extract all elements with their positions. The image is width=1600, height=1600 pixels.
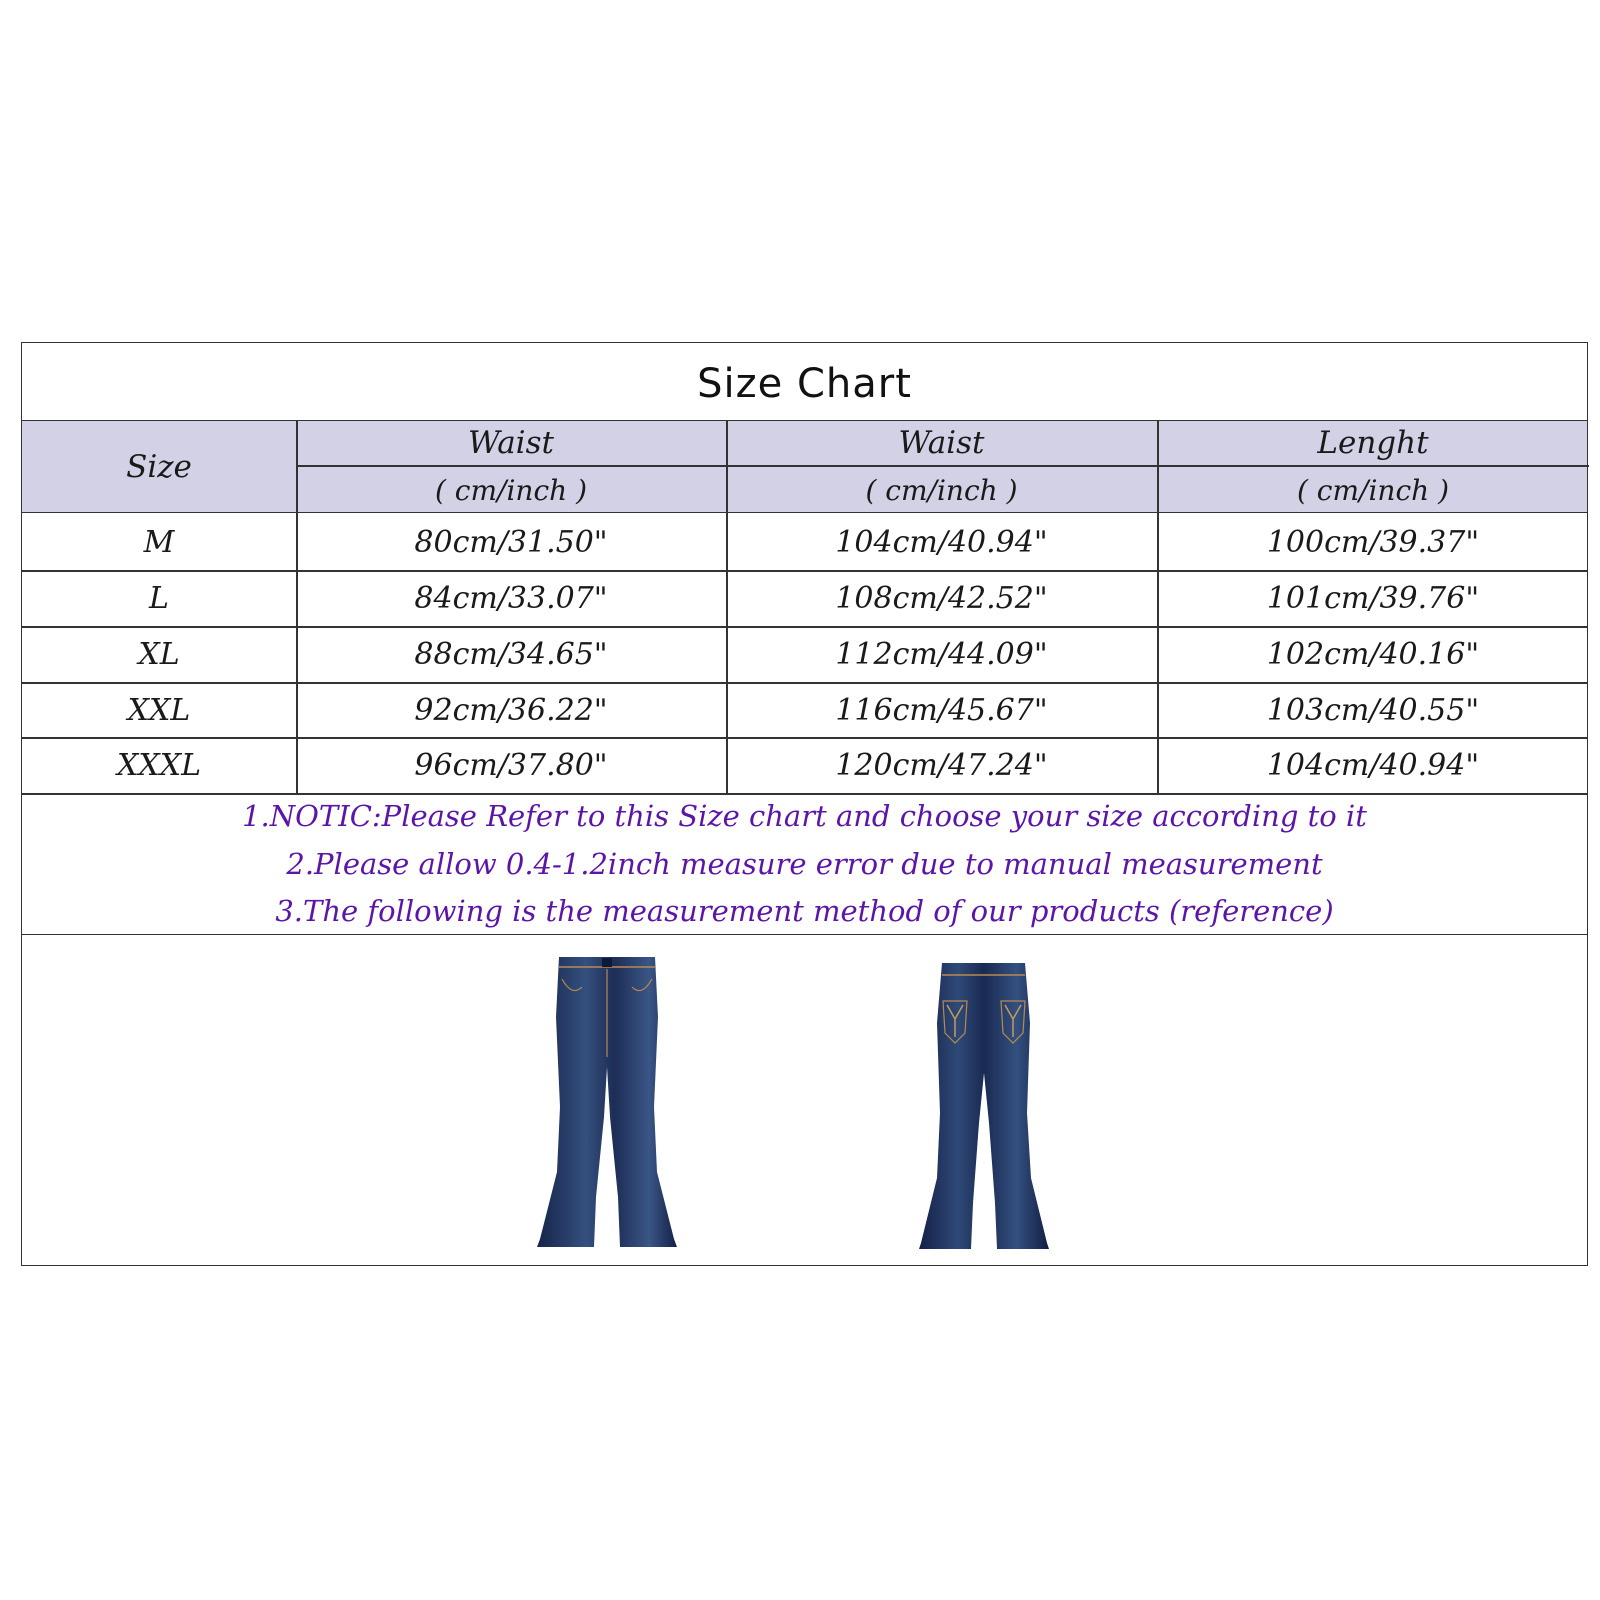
table-cell: 88cm/34.65" (414, 637, 608, 672)
table-cell: 116cm/45.67" (835, 692, 1048, 728)
header-unit-1: ( cm/inch ) (434, 473, 588, 507)
table-cell: 84cm/33.07" (414, 581, 608, 616)
jeans-front-image (532, 957, 682, 1249)
table-cell: 96cm/37.80" (414, 748, 608, 783)
table-cell: 104cm/40.94" (835, 524, 1048, 560)
note-3: 3.The following is the measurement method of our products (reference) (275, 894, 1334, 928)
table-cell: 101cm/39.76" (1266, 581, 1480, 616)
header-waist-1: Waist (468, 425, 554, 461)
chart-title: Size Chart (22, 343, 1587, 421)
jeans-back-image (915, 963, 1053, 1251)
header-unit-2: ( cm/inch ) (865, 473, 1018, 507)
note-1: 1.NOTIC:Please Refer to this Size chart and choose your size according to it (242, 799, 1367, 833)
table-cell: 104cm/40.94" (1266, 748, 1480, 783)
note-2: 2.Please allow 0.4-1.2inch measure error due to manual measurement (286, 847, 1323, 881)
size-cell: XXL (127, 692, 191, 728)
table-cell: 80cm/31.50" (414, 524, 608, 560)
header-length: Lenght (1317, 425, 1429, 461)
table-cell: 102cm/40.16" (1266, 637, 1480, 672)
table-cell: 120cm/47.24" (835, 748, 1048, 783)
size-cell: XL (138, 637, 180, 672)
header-size: Size (126, 449, 192, 485)
notes-section (22, 793, 1587, 935)
table-cell: 108cm/42.52" (835, 581, 1048, 616)
table-cell: 100cm/39.37" (1266, 524, 1480, 560)
size-cell: M (143, 524, 175, 560)
table-cell: 92cm/36.22" (414, 692, 608, 728)
table-cell: 103cm/40.55" (1266, 692, 1480, 728)
size-cell: L (149, 581, 169, 616)
table-cell: 112cm/44.09" (835, 637, 1048, 672)
header-unit-3: ( cm/inch ) (1296, 473, 1450, 507)
size-cell: XXXL (117, 748, 201, 783)
header-waist-2: Waist (898, 425, 985, 461)
size-chart (21, 342, 1588, 1266)
